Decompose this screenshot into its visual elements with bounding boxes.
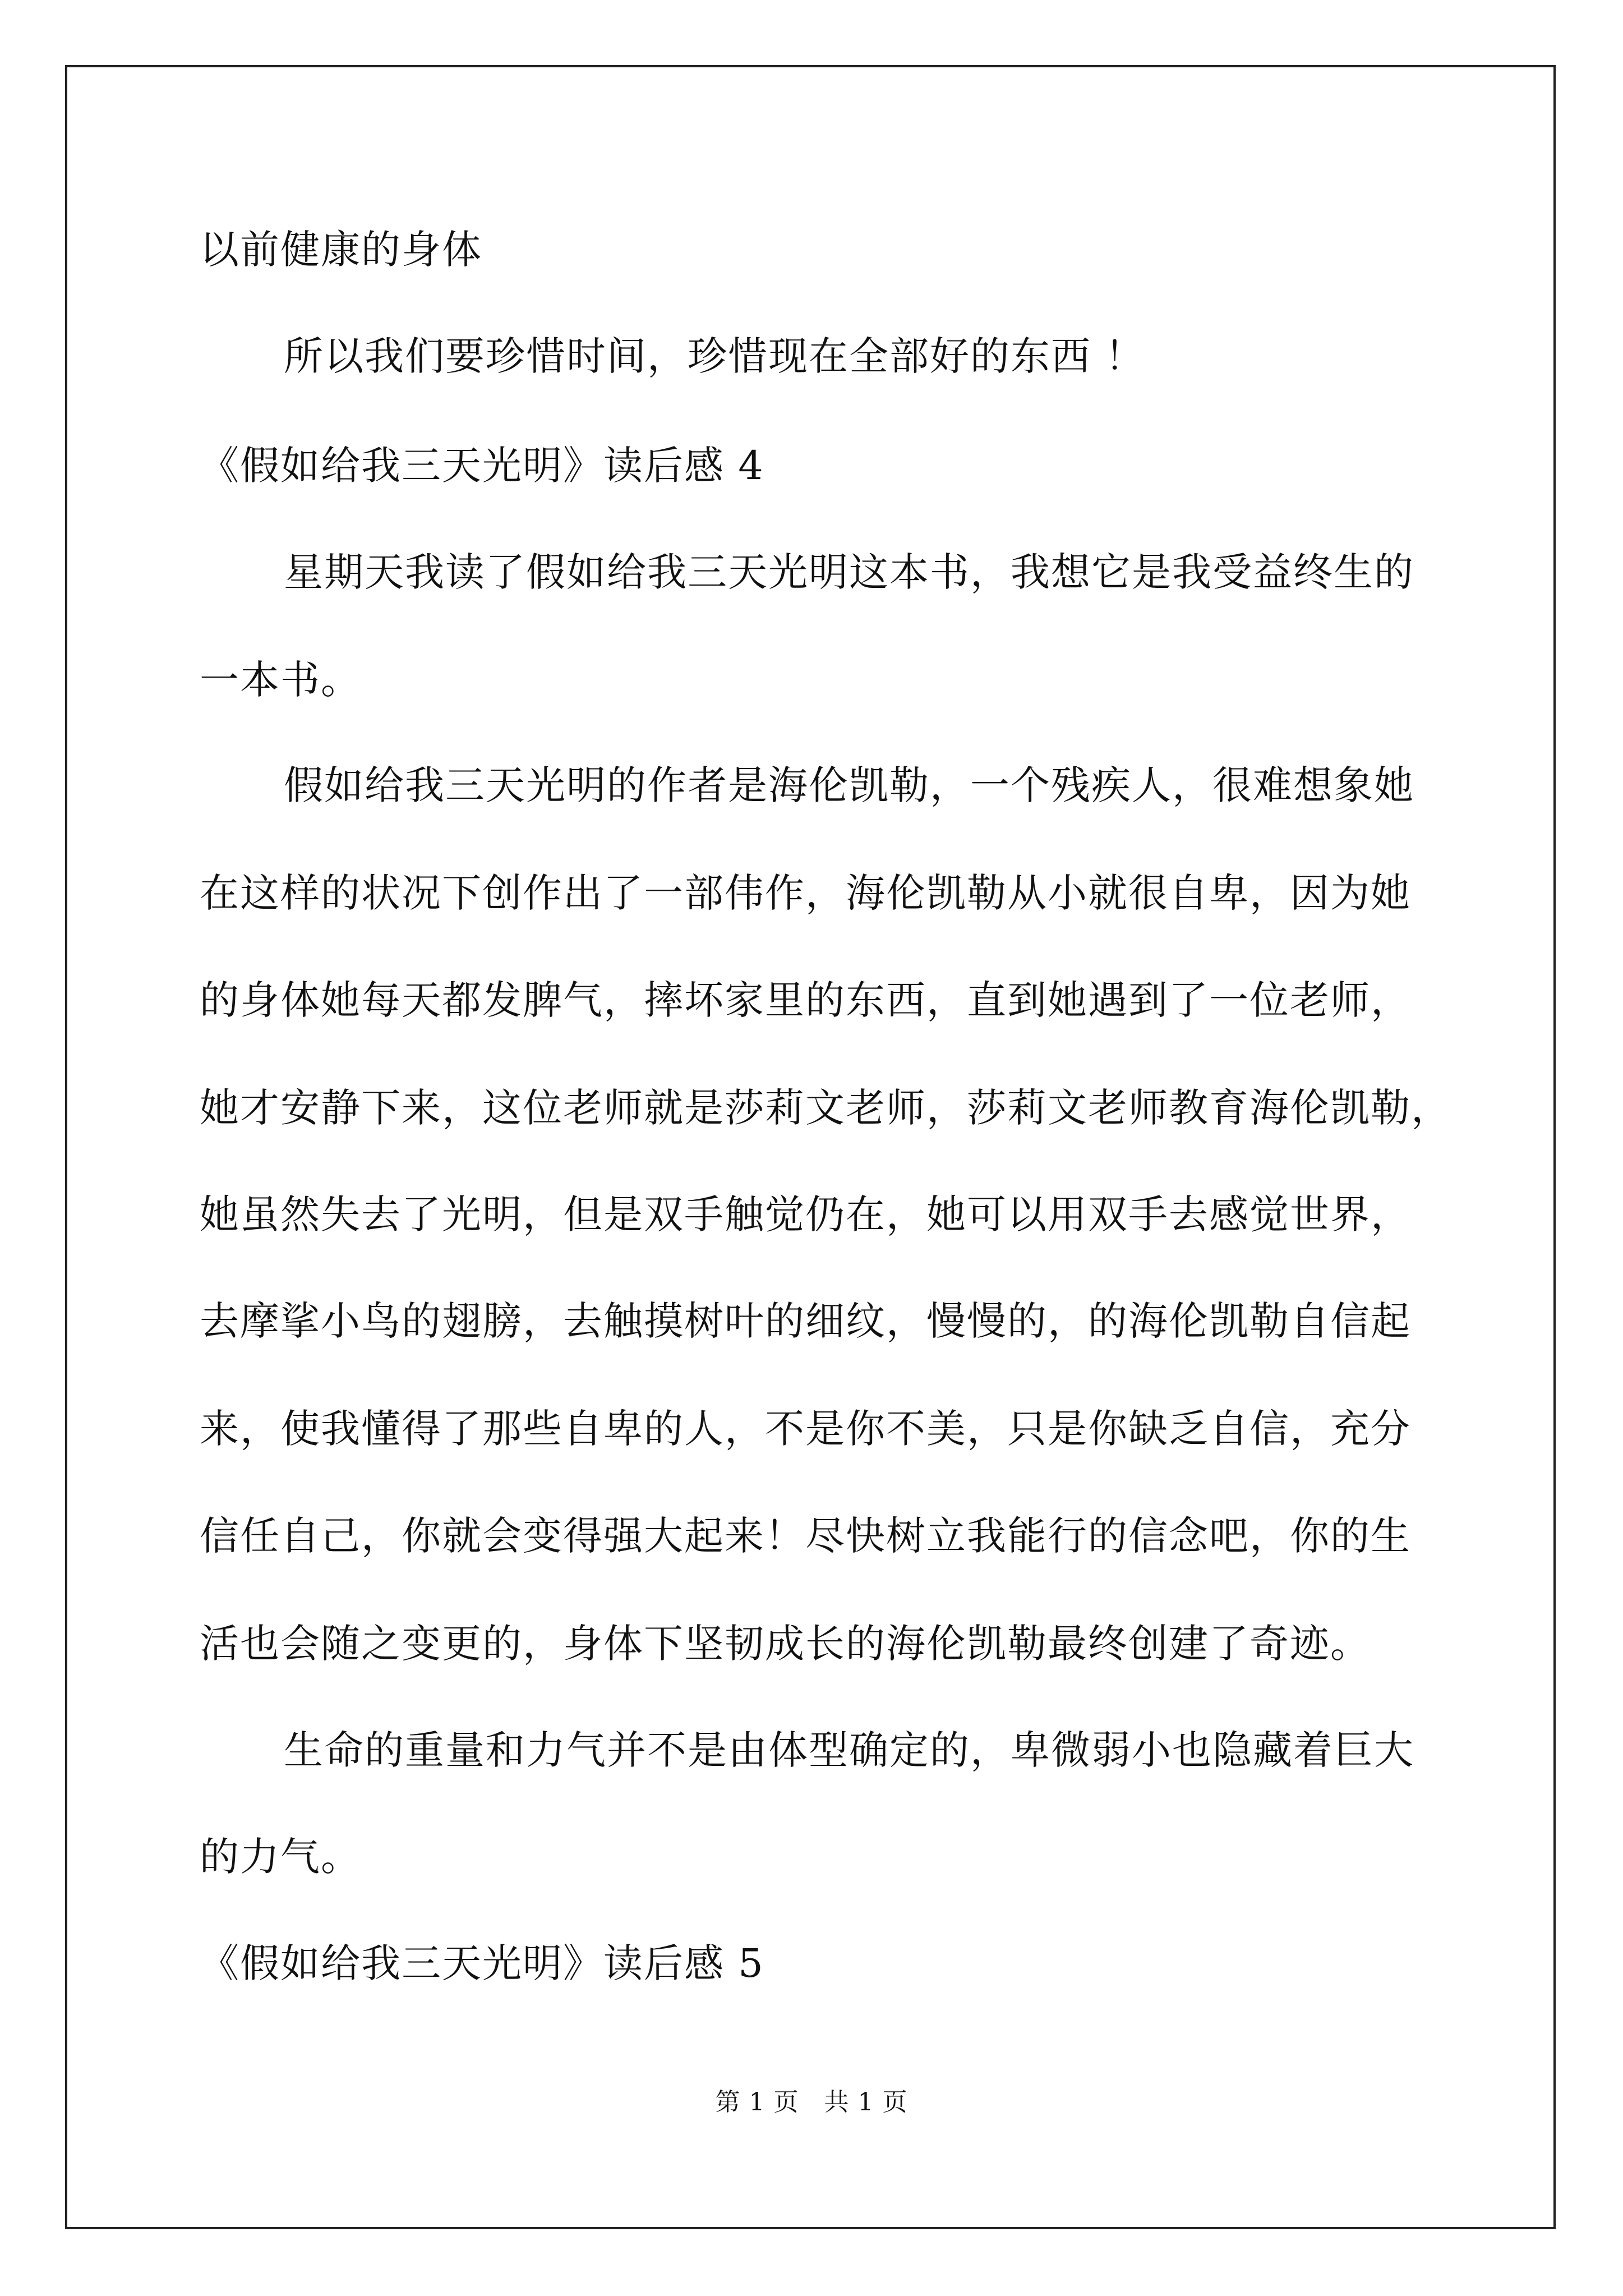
page-border	[65, 65, 1556, 2229]
text-line: 假如给我三天光明的作者是海伦凯勒，一个残疾人，很难想象她	[284, 762, 1414, 808]
page-number: 第 1 页 共 1 页	[715, 2088, 908, 2116]
text-line: 去摩挲小鸟的翅膀，去触摸树叶的细纹，慢慢的，的海伦凯勒自信起	[200, 1298, 1411, 1344]
text-line: 星期天我读了假如给我三天光明这本书，我想它是我受益终生的	[284, 549, 1414, 595]
text-line: 的身体她每天都发脾气，摔坏家里的东西，直到她遇到了一位老师，	[200, 977, 1411, 1023]
text-line: 来，使我懂得了那些自卑的人，不是你不美，只是你缺乏自信，充分	[200, 1406, 1411, 1452]
text-line: 一本书。	[200, 657, 361, 703]
text-line: 以前健康的身体	[200, 227, 482, 273]
text-line: 她虽然失去了光明，但是双手触觉仍在，她可以用双手去感觉世界，	[200, 1191, 1411, 1237]
text-line: 在这样的状况下创作出了一部伟作，海伦凯勒从小就很自卑，因为她	[200, 870, 1411, 916]
text-line: 的力气。	[200, 1834, 361, 1880]
section-heading: 《假如给我三天光明》读后感 5	[200, 1940, 764, 1986]
text-line: 活也会随之变更的，身体下坚韧成长的海伦凯勒最终创建了奇迹。	[200, 1621, 1371, 1667]
text-line: 信任自己，你就会变得强大起来！尽快树立我能行的信念吧，你的生	[200, 1513, 1411, 1559]
section-heading: 《假如给我三天光明》读后感 4	[200, 443, 764, 489]
text-line: 她才安静下来，这位老师就是莎莉文老师，莎莉文老师教育海伦凯勒，	[200, 1085, 1451, 1131]
text-line: 生命的重量和力气并不是由体型确定的，卑微弱小也隐藏着巨大	[284, 1727, 1414, 1773]
text-line: 所以我们要珍惜时间，珍惜现在全部好的东西 ！	[284, 333, 1146, 379]
